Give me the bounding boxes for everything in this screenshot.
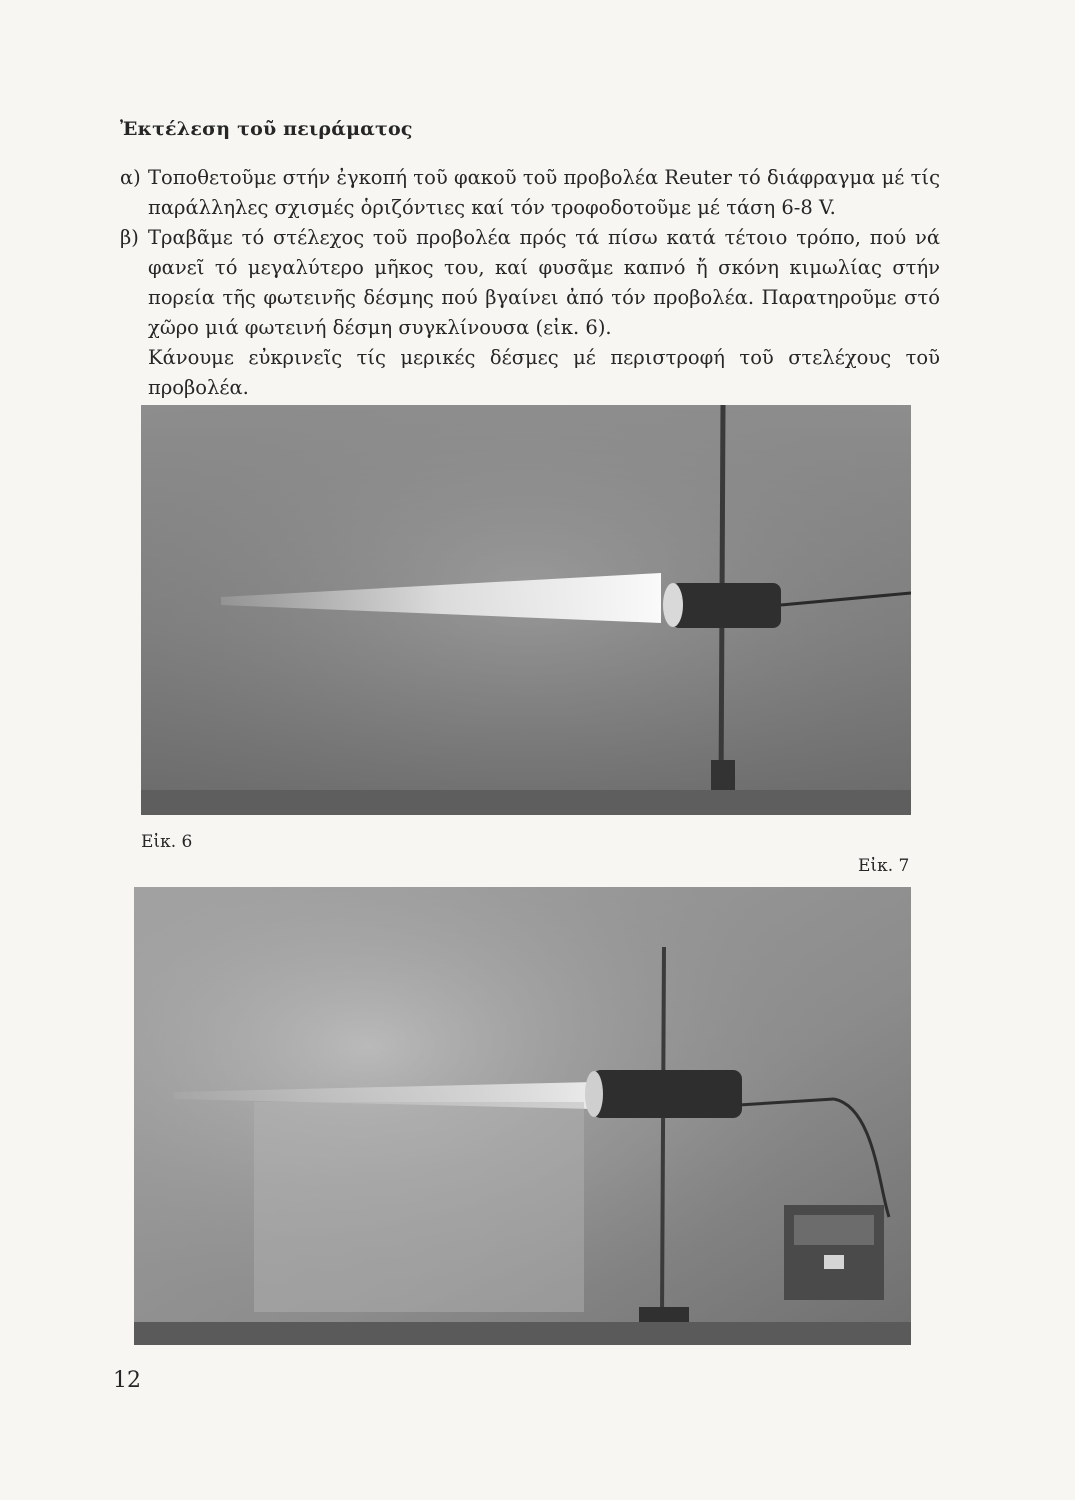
step-a-label: α)	[120, 166, 141, 189]
step-a-text: Τοποθετοῦμε στήν ἐγκοπή τοῦ φακοῦ τοῦ προβολέα Reuter τό διάφραγμα μέ τίς παράλληλες σχισμές ὁριζόντιες καί τόν τροφοδοτοῦμε μέ τάση 6-8 V.	[148, 166, 940, 219]
step-b-text: Τραβᾶμε τό στέλεχος τοῦ προβολέα πρός τά πίσω κατά τέτοιο τρόπο, πού νά φανεῖ τό μεγαλύτερο μῆκος του, καί φυσᾶμε καπνό ἤ σκόνη κιμωλίας στήν πορεία τῆς φωτεινῆς δέσμης πού βγαίνει ἀπό τόν προβολέα. Παρατηροῦμε στό χῶρο μιά φωτεινή δέσμη συγκλίνουσα (εἰκ. 6).	[148, 226, 940, 339]
step-b-label: β)	[120, 226, 139, 249]
figure-6-illustration	[141, 405, 911, 815]
figure-7-photo	[134, 887, 911, 1345]
continuation-text: Κάνουμε εὐκρινεῖς τίς μερικές δέσμες μέ περιστροφή τοῦ στελέχους τοῦ προβολέα.	[148, 346, 940, 399]
figure-7-caption: Εἰκ. 7	[858, 856, 910, 876]
figure-6-photo	[141, 405, 911, 815]
page-number: 12	[113, 1368, 141, 1393]
figure-6-caption: Εἰκ. 6	[141, 832, 193, 852]
figure-7-illustration	[134, 887, 911, 1345]
section-heading: Ἐκτέλεση τοῦ πειράματος	[120, 118, 413, 140]
